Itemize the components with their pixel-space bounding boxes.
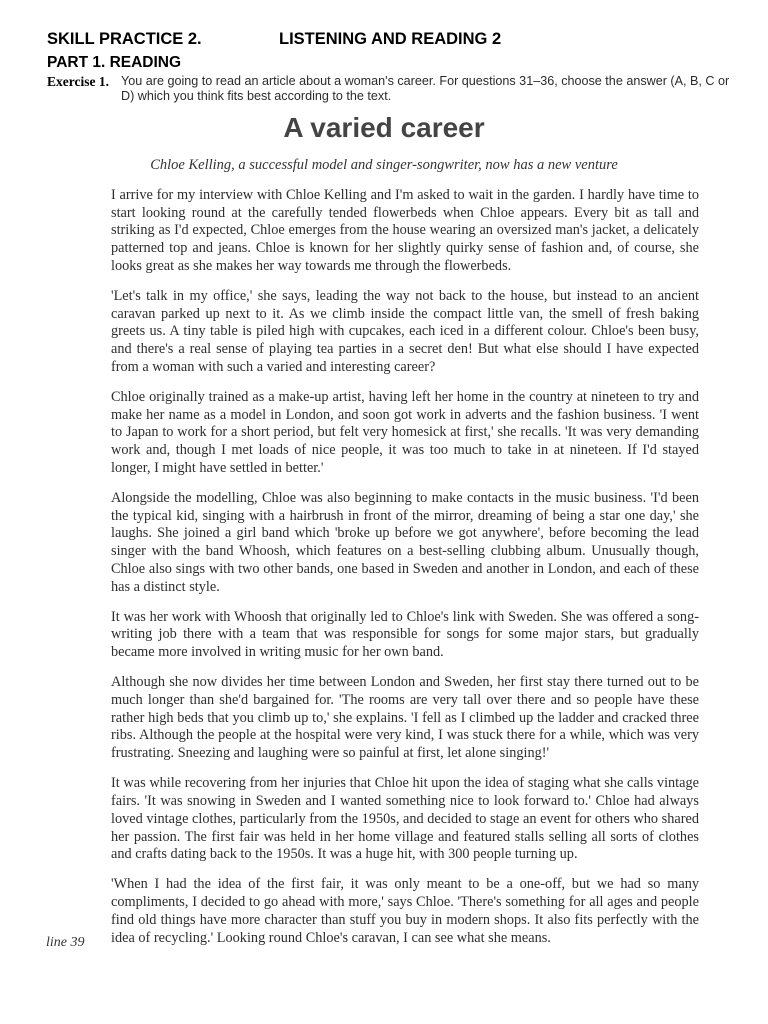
article-title: A varied career	[283, 112, 485, 143]
exercise-instruction: You are going to read an article about a woman's career. For questions 31–36, choose the answer (A, B, C or D) which you think fits best according to the text.	[121, 74, 730, 103]
article-paragraph: I arrive for my interview with Chloe Kelling and I'm asked to wait in the garden. I hardly have time to start looking round at the carefully tended flowerbeds when Chloe appears. Every bit as tall and striking as I'd expected, Chloe emerges from the house wearing an oversized man's jacket, a delicately patterned top and jeans. Chloe is known for her slightly quirky sense of fashion and, of course, she looks great as she makes her way towards me through the flowerbeds.	[111, 187, 699, 274]
article-paragraph: Although she now divides her time between London and Sweden, her first stay there turned out to be much longer than she'd bargained for. 'The rooms are very tall over there and so people have these rather high beds that you climb up to,' she explains. 'I fell as I climbed up the ladder and cracked three ribs. Although the people at the hospital were very kind, I was stuck there for a while, which was very frustrating. Sneezing and laughing were so painful at first, let alone singing!'	[111, 674, 699, 762]
section-title: LISTENING AND READING 2	[279, 30, 502, 48]
article-paragraph: It was her work with Whoosh that originally led to Chloe's link with Sweden. She was offered a song-writing job there with a team that was responsible for songs for some major stars, but gradually became more involved in writing music for her own band.	[111, 608, 699, 661]
exercise-label: Exercise 1.	[47, 74, 109, 89]
line-marker: line 39	[46, 935, 85, 950]
article-paragraph: Chloe originally trained as a make-up artist, having left her home in the country at nineteen to try and make her name as a model in London, and soon got work in adverts and the fashion business. 'I went to Japan to work for a short period, but felt very homesick at first,' she recalls. 'It was very demanding work and, though I met loads of nice people, it was too much to take in at nineteen. If I'd stayed longer, I might have settled in better.'	[111, 389, 699, 476]
page-header	[47, 30, 501, 49]
article-paragraph: Alongside the modelling, Chloe was also beginning to make contacts in the music business. 'I'd been the typical kid, singing with a hairbrush in front of the mirror, dreaming of being a star one day,' she laughs. She joined a girl band which 'broke up before we got anywhere', before becoming the lead singer with the band Whoosh, which features on a best-selling clubbing album. Unusually though, Chloe also sings with two other bands, one based in Sweden and another in London, and each of these has a distinct style.	[111, 490, 699, 595]
article-paragraph: 'Let's talk in my office,' she says, leading the way not back to the house, but instead to an ancient caravan parked up next to it. As we climb inside the compact little van, the smell of fresh baking greets us. A tiny table is piled high with cupcakes, each iced in a different colour. Chloe's been busy, and there's a real sense of playing tea parties in a secret den! But what else should I have expected from a woman with such a varied and interesting career?	[111, 288, 699, 375]
article-paragraph: It was while recovering from her injuries that Chloe hit upon the idea of staging what she calls vintage fairs. 'It was snowing in Sweden and I wanted something nice to look forward to.' Chloe had always loved vintage clothes, particularly from the 1950s, and decided to stage an event for others who shared her passion. The first fair was held in her home village and featured stalls selling all sorts of clothes and crafts dating back to the 1950s. It was a huge hit, with 300 people turning up.	[111, 775, 699, 863]
article-body	[111, 187, 699, 960]
article-paragraph: 'When I had the idea of the first fair, it was only meant to be a one-off, but we had so many compliments, I decided to go ahead with more,' says Chloe. 'There's something for all ages and people find old things have more character than stuff you buy in modern shops. It also fits perfectly with the idea of recycling.' Looking round Chloe's caravan, I can see what she means.	[111, 876, 699, 946]
skill-practice-label: SKILL PRACTICE 2.	[47, 30, 202, 48]
part-heading: PART 1. READING	[47, 54, 182, 71]
article-subtitle: Chloe Kelling, a successful model and singer-songwriter, now has a new venture	[150, 157, 618, 173]
